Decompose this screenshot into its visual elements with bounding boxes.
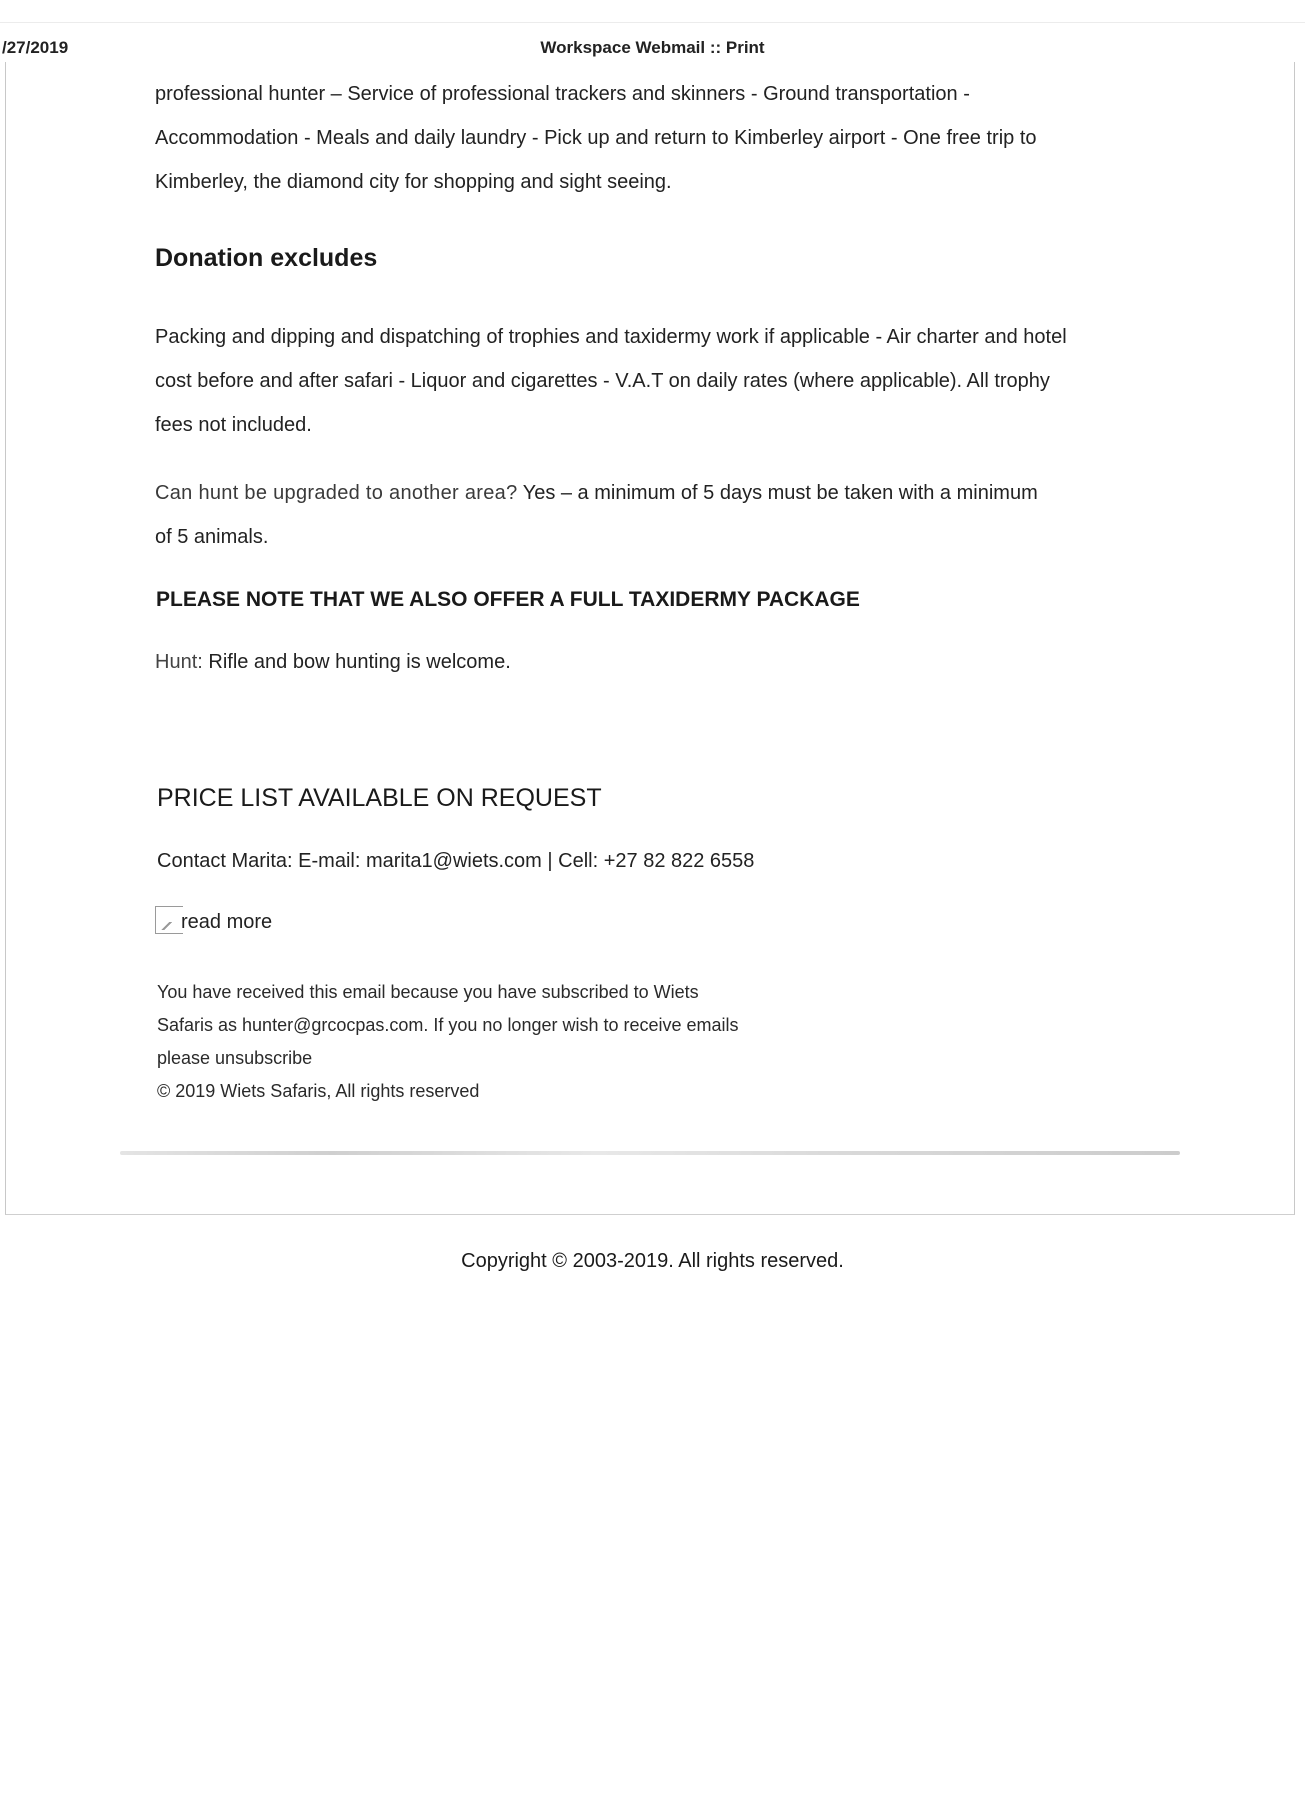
notice-line-1: You have received this email because you have subscribed to Wiets	[157, 982, 699, 1002]
excludes-line-1: Packing and dipping and dispatching of trophies and taxidermy work if applicable - Air charter and hotel	[155, 326, 1067, 348]
upgrade-line-2: of 5 animals.	[155, 526, 269, 548]
includes-line-2: Accommodation - Meals and daily laundry - Pick up and return to Kimberley airport - One free trip to	[155, 127, 1037, 149]
hunt-label: Hunt:	[155, 651, 203, 673]
excludes-text	[155, 315, 1145, 447]
includes-continuation	[155, 72, 1145, 204]
upgrade-question-block	[155, 471, 1145, 559]
includes-line-3: Kimberley, the diamond city for shopping and sight seeing.	[155, 171, 672, 193]
upgrade-line-1	[155, 471, 1145, 515]
hunt-line	[155, 651, 511, 674]
print-title: Workspace Webmail :: Print	[540, 38, 765, 57]
broken-image-icon	[155, 906, 183, 934]
includes-line-1: professional hunter – Service of professional trackers and skinners - Ground transportation -	[155, 83, 970, 105]
taxidermy-note: PLEASE NOTE THAT WE ALSO OFFER A FULL TAXIDERMY PACKAGE	[156, 588, 860, 611]
unsubscribe-link[interactable]: please unsubscribe	[157, 1048, 313, 1068]
contact-line: Contact Marita: E-mail: marita1@wiets.com | Cell: +27 82 822 6558	[157, 850, 755, 872]
footer-divider	[120, 1151, 1180, 1155]
page-copyright: Copyright © 2003-2019. All rights reserved.	[461, 1250, 844, 1272]
email-copyright: © 2019 Wiets Safaris, All rights reserved	[157, 1081, 480, 1101]
subscription-notice	[157, 976, 817, 1108]
price-list-heading: PRICE LIST AVAILABLE ON REQUEST	[157, 784, 602, 812]
excludes-line-3: fees not included.	[155, 414, 312, 436]
print-date: /27/2019	[2, 38, 69, 57]
hunt-text: Rifle and bow hunting is welcome.	[202, 651, 511, 673]
upgrade-question: Can hunt be upgraded to another area?	[155, 482, 518, 504]
read-more-label: read more	[181, 911, 273, 933]
notice-line-2: Safaris as hunter@grcocpas.com. If you no longer wish to receive emails	[157, 1015, 739, 1035]
excludes-heading: Donation excludes	[155, 244, 378, 272]
excludes-line-2: cost before and after safari - Liquor and cigarettes - V.A.T on daily rates (where applicable). All trophy	[155, 370, 1050, 392]
read-more-link[interactable]	[155, 906, 272, 934]
upgrade-answer: Yes – a minimum of 5 days must be taken with a minimum	[517, 482, 1038, 504]
top-rule	[0, 22, 1305, 23]
